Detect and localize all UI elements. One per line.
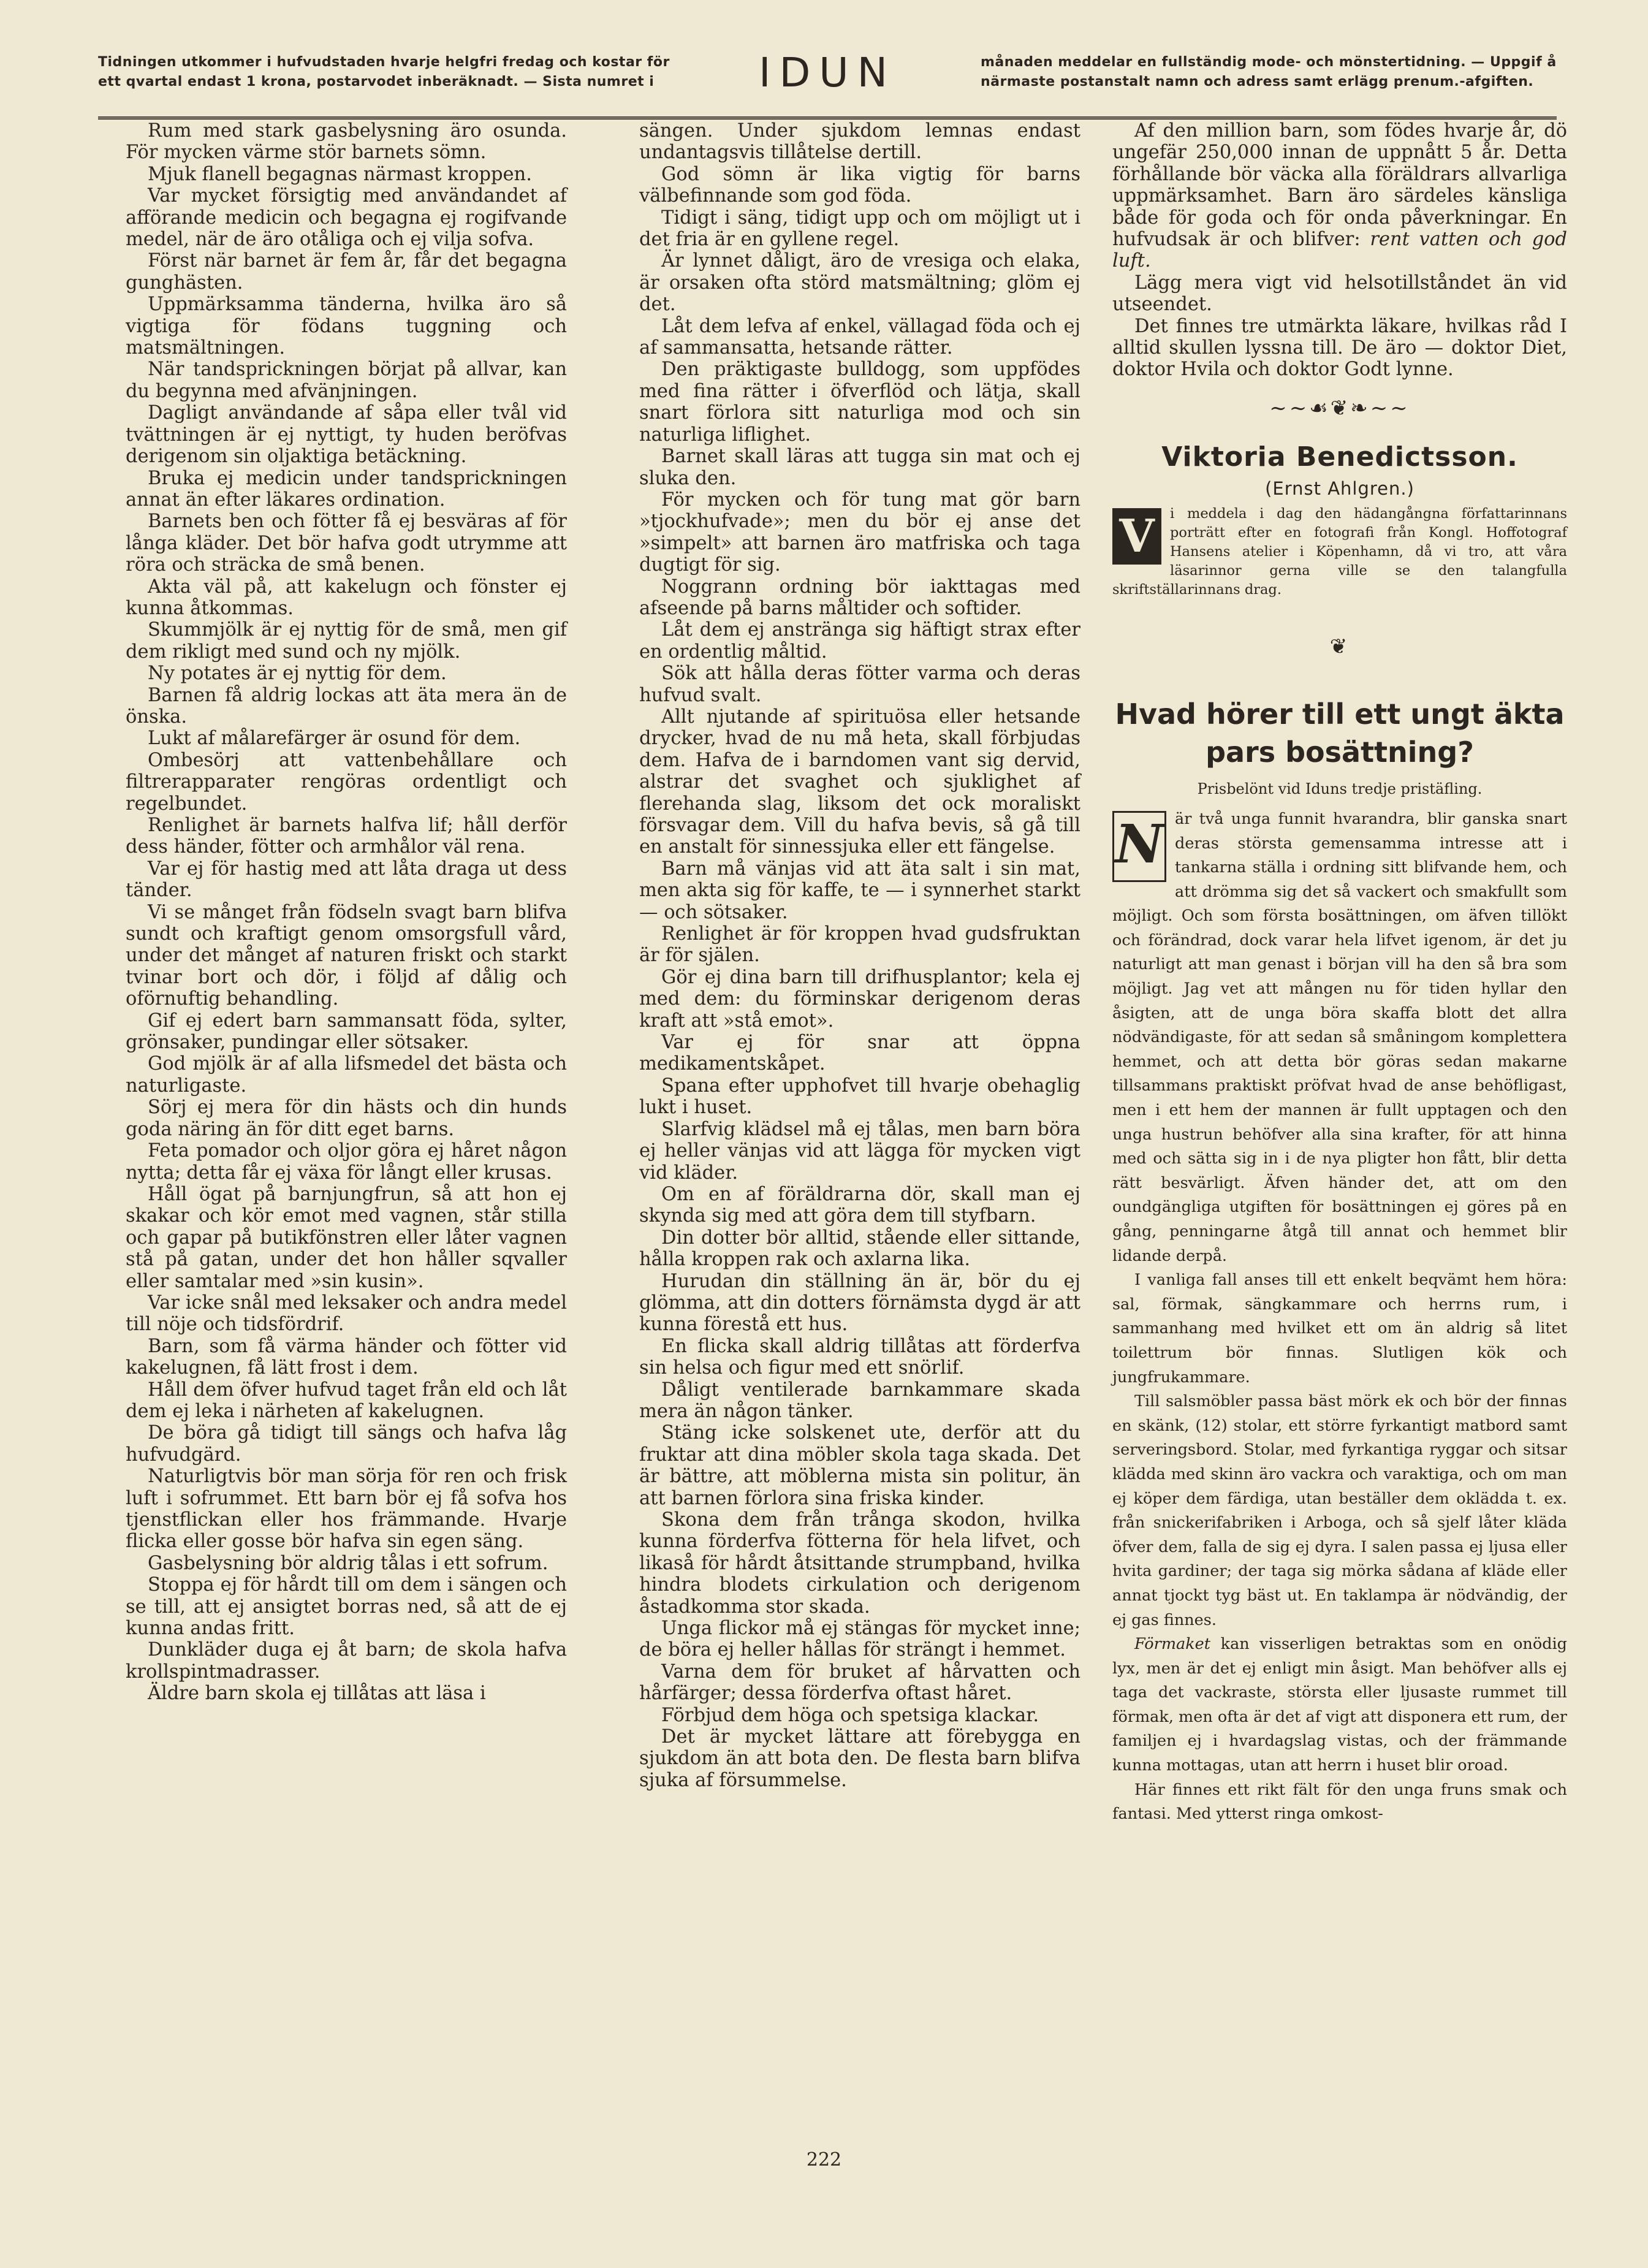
- paragraph: Noggrann ordning bör iakttagas med afseende på barns måltider och softider.: [639, 576, 1080, 619]
- paragraph: sängen. Under sjukdom lemnas endast undantagsvis tillåtelse dertill.: [639, 120, 1080, 164]
- paragraph: Skummjölk är ej nyttig för de små, men gif dem rikligt med sund och ny mjölk.: [126, 619, 567, 663]
- emphasis-text: rent vatten och god luft.: [1112, 229, 1568, 272]
- paragraph: Din dotter bör alltid, stående eller sittande, hålla kroppen rak och axlarna lika.: [639, 1227, 1080, 1271]
- section-subtitle: (Ernst Ahlgren.): [1265, 478, 1414, 499]
- paragraph: Barnets ben och fötter få ej besväras af för långa kläder. Det bör hafva godt utrymme att röra och sträcka de små benen.: [126, 511, 567, 576]
- paragraph: Renlighet är för kroppen hvad gudsfruktan är för själen.: [639, 923, 1080, 967]
- masthead-left-text: Tidningen utkommer i hufvudstaden hvarje helgfri fredag och kostar för ett qvartal endast 1 krona, postarvodet inberäknadt. — Sista numret i: [98, 55, 670, 89]
- paragraph: Den präktigaste bulldogg, som uppfödes med fina rätter i öfverflöd och lätja, skall snart förlora sitt naturliga mod och sin naturliga liflighet.: [639, 359, 1080, 446]
- paragraph: Gasbelysning bör aldrig tålas i ett sofrum.: [148, 1552, 549, 1574]
- article-title: Hvad hörer till ett ungt äkta pars bosättning?: [1115, 697, 1565, 769]
- paragraph: Till salsmöbler passa bäst mörk ek och bör der finnas en skänk, (12) stolar, ett större fyrkantigt matbord samt serveringsbord. Stolar, med fyrkantiga ryggar och sitsar klädda med skinn äro vackra och varaktiga, och om man ej köper dem färdiga, utan beställer dem oklädda t. ex. från snickerifabriken i Arboga, och så sjelf låter kläda öfver dem, falla de sig ej dyra. I salen passa ej ljusa eller hvita gardiner; der taga sig mörka sådana af kläde eller annat tjockt tyg bäst ut. En taklampa är nödvändig, der ej gas finnes.: [1112, 1392, 1567, 1629]
- paragraph: Är lynnet dåligt, äro de vresiga och elaka, är orsaken ofta störd matsmältning; glöm ej det.: [639, 250, 1080, 316]
- section-title: Viktoria Benedictsson.: [1161, 441, 1518, 473]
- section-text: [1112, 504, 1567, 599]
- ornament-divider: ~~☙❦❧~~: [1269, 395, 1410, 420]
- masthead-title: IDUN: [759, 49, 896, 96]
- paragraph: Sörj ej mera för din hästs och din hunds goda näring än för ditt eget barns.: [126, 1097, 567, 1140]
- paragraph: Det är mycket lättare att förebygga en sjukdom än att bota den. De flesta barn blifva sjuka af försummelse.: [639, 1726, 1080, 1791]
- paragraph: God mjölk är af alla lifsmedel det bästa och naturligaste.: [126, 1053, 567, 1097]
- paragraph: Renlighet är barnets halfva lif; håll derför dess händer, fötter och armhålor väl rena.: [126, 815, 567, 858]
- paragraph: God sömn är lika vigtig för barns välbefinnande som god föda.: [639, 163, 1080, 207]
- paragraph: Tidigt i säng, tidigt upp och om möjligt ut i det fria är en gyllene regel.: [639, 207, 1080, 251]
- paragraph: För mycken och för tung mat gör barn »tjockhufvade»; men du bör ej anse det »simpelt» att barnen äro matfriska och taga dugtigt för sig.: [639, 489, 1080, 576]
- body-text: är två unga funnit hvarandra, blir ganska snart deras största gemensamma intresse att i tankarna ställa i ordning sitt blifvande hem, och att drömma sig det så vackert och smakfullt som möjligt. Och som första bosättningen, om äfven tillökt och förändrad, dock varar hela lifvet igenom, är det ju naturligt att man genast i början vill ha den så bra som möjligt. Jag vet att mången nu för tiden hyllar den åsigten, att de unga böra skaffa blott det allra nödvändigaste, för att sedan så småningom komplettera hemmet, och att detta bör göras sedan makarne tillsammans praktiskt pröfvat hvad de anse behöfligast, men i ett hem der mannen är fullt upptagen och den unga hustrun behöfver alla sina krafter, för att hinna med och sätta sig in i de nya pligter hon fått, blir detta rätt besvärligt. Äfven händer det, att om den oundgängliga utgiften för bosättningen ej göres på en gång, penningarne åtgå till annat och hemmet blir lidande derpå.: [1112, 809, 1567, 1265]
- paragraph: Var icke snål med leksaker och andra medel till nöje och tidsfördrif.: [126, 1292, 567, 1336]
- article-body: [1112, 807, 1567, 1827]
- paragraph: Först när barnet är fem år, får det begagna gunghästen.: [126, 250, 567, 294]
- paragraph: Låt dem lefva af enkel, vällagad föda och ej af sammansatta, hetsande rätter.: [639, 315, 1080, 359]
- paragraph: Var mycket försigtig med användandet af afförande medicin och begagna ej rogifvande medel, när de äro otåliga och ej vilja sofva.: [126, 185, 567, 251]
- paragraph: Varna dem för bruket af hårvatten och hårfärger; dessa förderfva oftast håret.: [639, 1661, 1080, 1705]
- paragraph: Slarfvig klädsel må ej tålas, men barn böra ej heller vänjas vid att lägga för mycken vigt vid kläder.: [639, 1118, 1080, 1184]
- paragraph: En flicka skall aldrig tillåtas att förderfva sin helsa och figur med ett snörlif.: [639, 1335, 1080, 1379]
- paragraph: Barn må vänjas vid att äta salt i sin mat, men akta sig för kaffe, te — i synnerhet starkt — och sötsaker.: [639, 858, 1080, 923]
- masthead-right-text: månaden meddelar en fullständig mode- och mönstertidning. — Uppgif å närmaste postanstalt namn och adress samt erlägg prenum.-afgiften.: [981, 55, 1557, 89]
- paragraph: Rum med stark gasbelysning äro osunda. För mycken värme stör barnets sömn.: [126, 120, 567, 164]
- column-2: [639, 120, 1080, 1791]
- paragraph: Var ej för snar att öppna medikamentskåpet.: [639, 1032, 1080, 1075]
- body-text: i meddela i dag den hädangångna författarinnans porträtt efter en fotografi från Kongl. Hoffotograf Hansens atelier i Köpenhamn, då vi tro, att våra läsarinnor gerna ville se den talangfulla skriftställarinnans drag.: [1112, 506, 1567, 598]
- paragraph: De böra gå tidigt till sängs och hafva låg hufvudgärd.: [126, 1422, 567, 1466]
- paragraph: Dåligt ventilerade barnkammare skada mera än någon tänker.: [639, 1379, 1080, 1422]
- paragraph: Bruka ej medicin under tandsprickningen annat än efter läkares ordination.: [126, 467, 567, 511]
- paragraph: Håll ögat på barnjungfrun, så att hon ej skakar och kör emot med vagnen, står stilla och gapar på butikfönstren eller låter vagnen stå på gatan, under det hon håller sqvaller eller samtalar med »sin kusin».: [126, 1183, 567, 1292]
- paragraph: Dagligt användande af såpa eller tvål vid tvättningen är ej nyttigt, ty huden beröfvas derigenom sin oljaktiga betäckning.: [126, 402, 567, 468]
- paragraph: Sök att hålla deras fötter varma och deras hufvud svalt.: [639, 663, 1080, 706]
- paragraph: Var ej för hastig med att låta draga ut dess tänder.: [126, 858, 567, 902]
- page-number: 222: [806, 2149, 842, 2171]
- emphasis-text: Förmaket: [1134, 1635, 1211, 1654]
- paragraph: Unga flickor må ej stängas för mycket inne; de böra ej heller hållas för strängt i hemmet.: [639, 1618, 1080, 1661]
- paragraph: [1112, 807, 1567, 1268]
- paragraph: Ombesörj att vattenbehållare och filtrerapparater rengöras ordentligt och regelbundet.: [126, 749, 567, 815]
- paragraph: Om en af föräldrarna dör, skall man ej skynda sig med att göra dem till styfbarn.: [639, 1183, 1080, 1227]
- paragraph: Dunkläder duga ej åt barn; de skola hafva krollspintmadrasser.: [126, 1639, 567, 1683]
- paragraph: Håll dem öfver hufvud taget från eld och låt dem ej leka i närheten af kakelugnen.: [126, 1379, 567, 1422]
- column-3: [1112, 120, 1567, 1827]
- paragraph: Mjuk flanell begagnas närmast kroppen.: [148, 163, 532, 185]
- paragraph: Det finnes tre utmärkta läkare, hvilkas råd I alltid skullen lyssna till. De äro — doktor Diet, doktor Hvila och doktor Godt lynne.: [1112, 315, 1567, 381]
- paragraph: Här finnes ett rikt fält för den unga fruns smak och fantasi. Med ytterst ringa omkost-: [1112, 1780, 1567, 1824]
- masthead: [98, 48, 1557, 120]
- paragraph: Barnet skall läras att tugga sin mat och ej sluka den.: [639, 446, 1080, 489]
- paragraph: Äldre barn skola ej tillåtas att läsa i: [148, 1683, 486, 1705]
- drop-cap: V: [1112, 508, 1161, 565]
- paragraph: Skona dem från trånga skodon, hvilka kunna förderfva fötterna för hela lifvet, och likaså för hårdt åtsittande strumpband, hvilka hindra blodets cirkulation och derigenom åstadkomma stor skada.: [639, 1509, 1080, 1618]
- paragraph: Uppmärksamma tänderna, hvilka äro så vigtiga för födans tuggning och matsmältningen.: [126, 294, 567, 359]
- paragraph: När tandsprickningen börjat på allvar, kan du begynna med afvänjningen.: [126, 359, 567, 402]
- paragraph: Naturligtvis bör man sörja för ren och frisk luft i sofrummet. Ett barn bör ej få sofva hos tjenstflickan eller hos främmande. Hvarje flicka eller gosse bör hafva sin egen säng.: [126, 1466, 567, 1553]
- paragraph: Barnen få aldrig lockas att äta mera än de önska.: [126, 684, 567, 728]
- paragraph: Hurudan din ställning än är, bör du ej glömma, att din dotters förnämsta dygd är att kunna förestå ett hus.: [639, 1270, 1080, 1336]
- body-text: kan visserligen betraktas som en onödig lyx, men är det ej enligt min åsigt. Man behöfver alls ej taga det vackraste, största eller ljusaste rummet till förmak, men ofta är det af vigt att disponera ett rum, der familjen ej i hvardagslag vistas, och der främmande kunna mottagas, utan att herrn i huset blir oroad.: [1112, 1635, 1567, 1775]
- column-1: [126, 120, 567, 1705]
- paragraph: Stäng icke solskenet ute, derför att du fruktar att dina möbler skola taga skada. Det är bättre, att möblerna mista sin politur, än att barnen förlora sina friska kinder.: [639, 1422, 1080, 1509]
- note-text: Af den million barn, som födes hvarje år, dö ungefär 250,000 innan de uppnått 5 år. Detta förhållande bör väcka alla föräldrars allvarliga uppmärksamhet. Barn äro särdeles känsliga både för goda och för onda påverkningar. En hufvudsak är och blifver:: [1112, 120, 1567, 251]
- paragraph: Gif ej edert barn sammansatt föda, sylter, grönsaker, pundingar eller sötsaker.: [126, 1010, 567, 1054]
- ornament-divider: ❦: [1329, 634, 1350, 660]
- paragraph: Allt njutande af spirituösa eller hetsande drycker, hvad de nu må heta, skall förbjudas dem. Hafva de i barndomen vant sig dervid, alstrar det svaghet och sjuklighet af flerehanda slag, liksom det ock moraliskt försvagar dem. Vill du hafva bevis, så gå till en anstalt för sinnessjuka eller ett fängelse.: [639, 706, 1080, 858]
- paragraph: Lukt af målarefärger är osund för dem.: [148, 728, 521, 750]
- paragraph: Förbjud dem höga och spetsiga klackar.: [661, 1704, 1039, 1726]
- paragraph: Gör ej dina barn till drifhusplantor; kela ej med dem: du förminskar derigenom deras kraft att »stå emot».: [639, 966, 1080, 1032]
- paragraph: Lägg mera vigt vid helsotillståndet än vid utseendet.: [1112, 272, 1567, 316]
- drop-cap: N: [1112, 811, 1166, 882]
- paragraph: [1112, 1632, 1567, 1778]
- paragraph: Stoppa ej för hårdt till om dem i sängen och se till, att ej ansigtet borras ned, så att de ej kunna andas fritt.: [126, 1574, 567, 1640]
- paragraph: Låt dem ej anstränga sig häftigt strax efter en ordentlig måltid.: [639, 619, 1080, 663]
- paragraph: Feta pomador och oljor göra ej håret någon nytta; detta får ej växa för långt eller krusas.: [126, 1140, 567, 1184]
- article-subtitle: Prisbelönt vid Iduns tredje pristäfling.: [1197, 780, 1483, 797]
- paragraph: Akta väl på, att kakelugn och fönster ej kunna åtkommas.: [126, 576, 567, 619]
- paragraph: I vanliga fall anses till ett enkelt beqvämt hem höra: sal, förmak, sängkammare och herrns rum, i sammanhang med hvilket ett om än aldrig så litet toilettrum bör finnas. Slutligen kök och jungfrukammare.: [1112, 1271, 1567, 1387]
- paragraph: Spana efter upphofvet till hvarje obehaglig lukt i huset.: [639, 1075, 1080, 1119]
- health-notes: [1112, 120, 1567, 381]
- paragraph: Barn, som få värma händer och fötter vid kakelugnen, få lätt frost i dem.: [126, 1335, 567, 1379]
- paragraph: Ny potates är ej nyttig för dem.: [148, 663, 447, 685]
- paragraph: Vi se månget från födseln svagt barn blifva sundt och kraftigt genom omsorgsfull vård, under det månget af naturen friskt och starkt tvinar bort och dör, i följd af dålig och oförnuftig behandling.: [126, 901, 567, 1010]
- paragraph: [1112, 120, 1567, 272]
